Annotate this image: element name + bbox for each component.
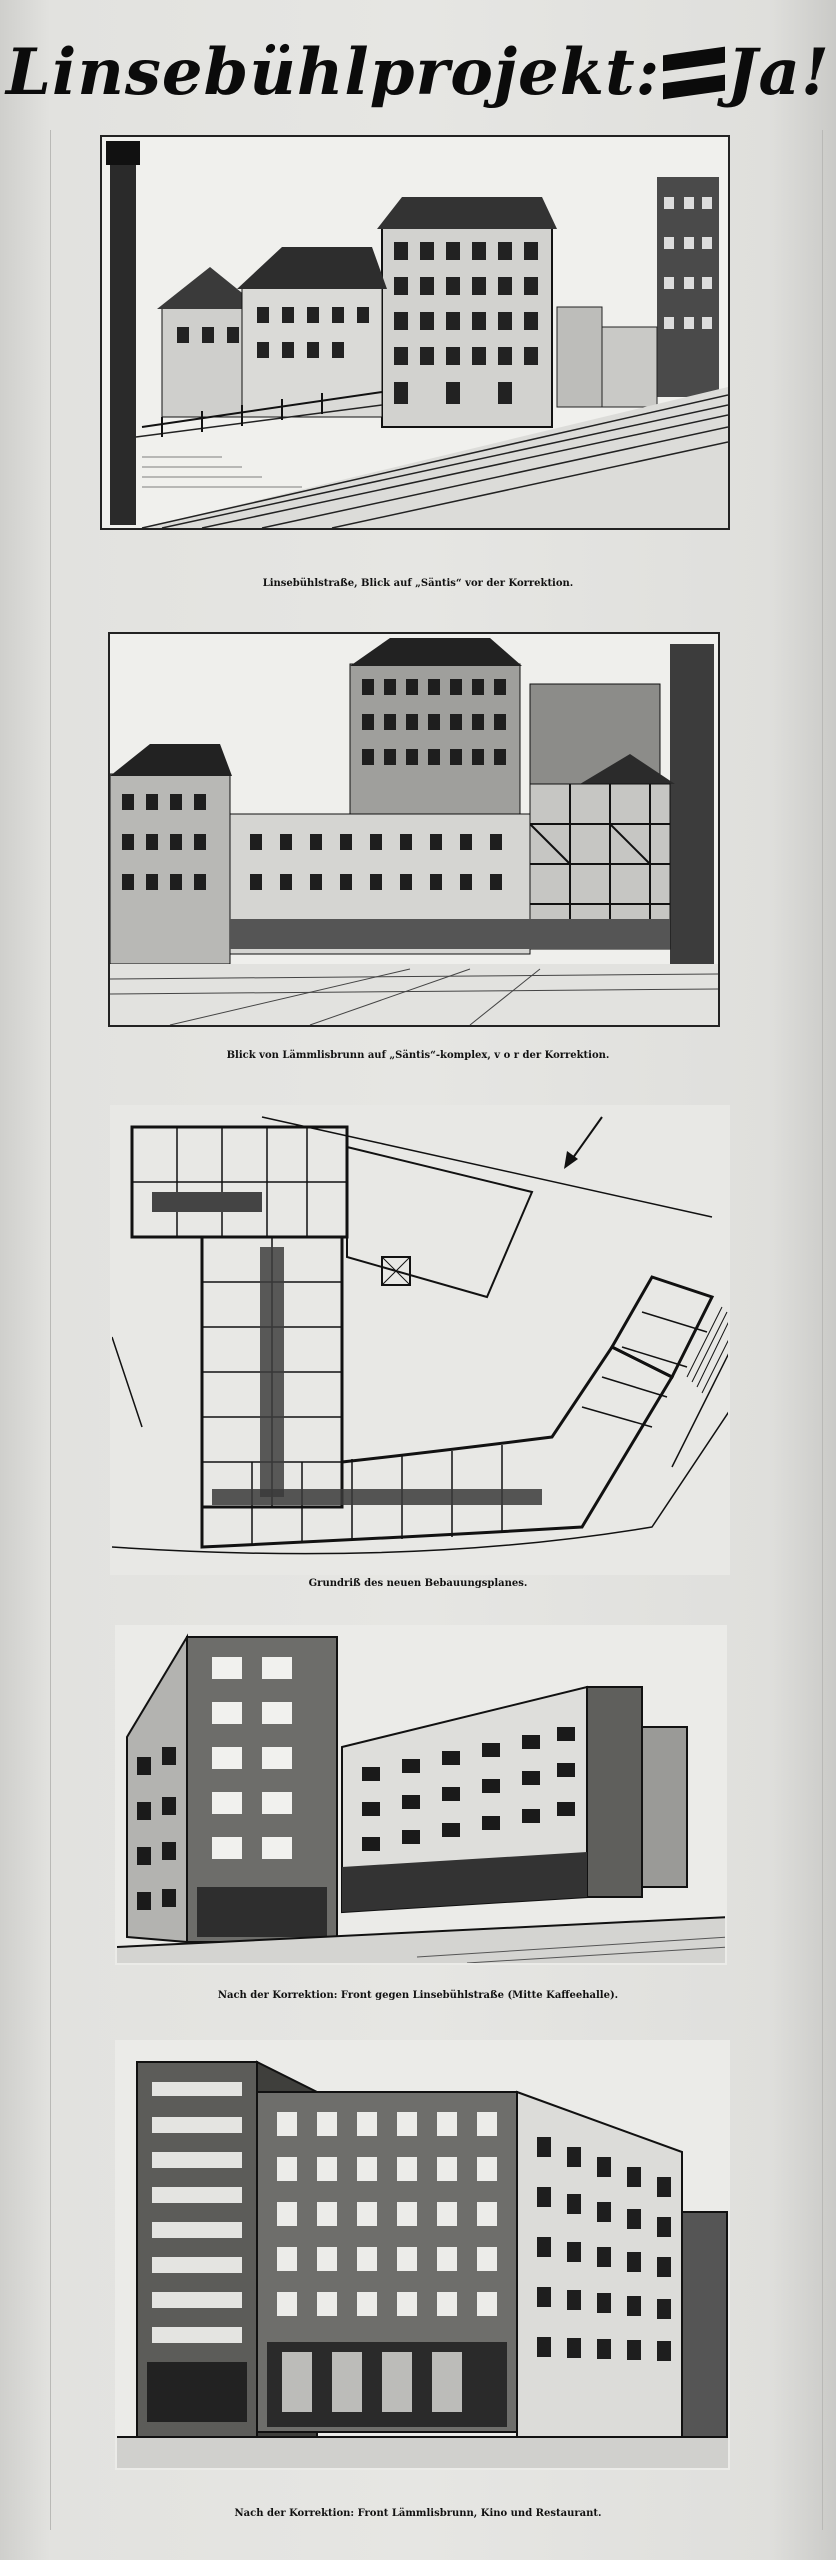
column-rule-left — [50, 130, 51, 2530]
illustration-street-before — [100, 135, 730, 530]
caption-front-linsebuehl-after: Nach der Korrektion: Front gegen Linsebühlstraße (Mitte Kaffeehalle). — [217, 1990, 619, 2001]
caption-square-before: Blick von Lämmlisbrunn auf „Säntis“-komplex, v o r der Korrektion. — [226, 1050, 610, 1061]
headline-title: Linsebühlprojekt: — [6, 35, 661, 110]
headline — [0, 18, 836, 128]
column-rule-right — [822, 130, 823, 2530]
caption-floor-plan: Grundriß des neuen Bebauungsplanes. — [308, 1578, 528, 1589]
caption-street-before: Linsebühlstraße, Blick auf „Säntis“ vor der Korrektion. — [262, 578, 574, 589]
floor-plan-drawing — [110, 1105, 730, 1575]
illustration-front-laemmlisbrunn-after — [115, 2040, 730, 2470]
headline-equals-mark — [663, 43, 725, 103]
caption-front-laemmlisbrunn-after: Nach der Korrektion: Front Lämmlisbrunn, Kino und Restaurant. — [234, 2508, 602, 2519]
illustration-front-linsebuehl-after — [115, 1625, 727, 1965]
illustration-square-before — [108, 632, 720, 1027]
headline-answer: Ja! — [727, 35, 830, 110]
